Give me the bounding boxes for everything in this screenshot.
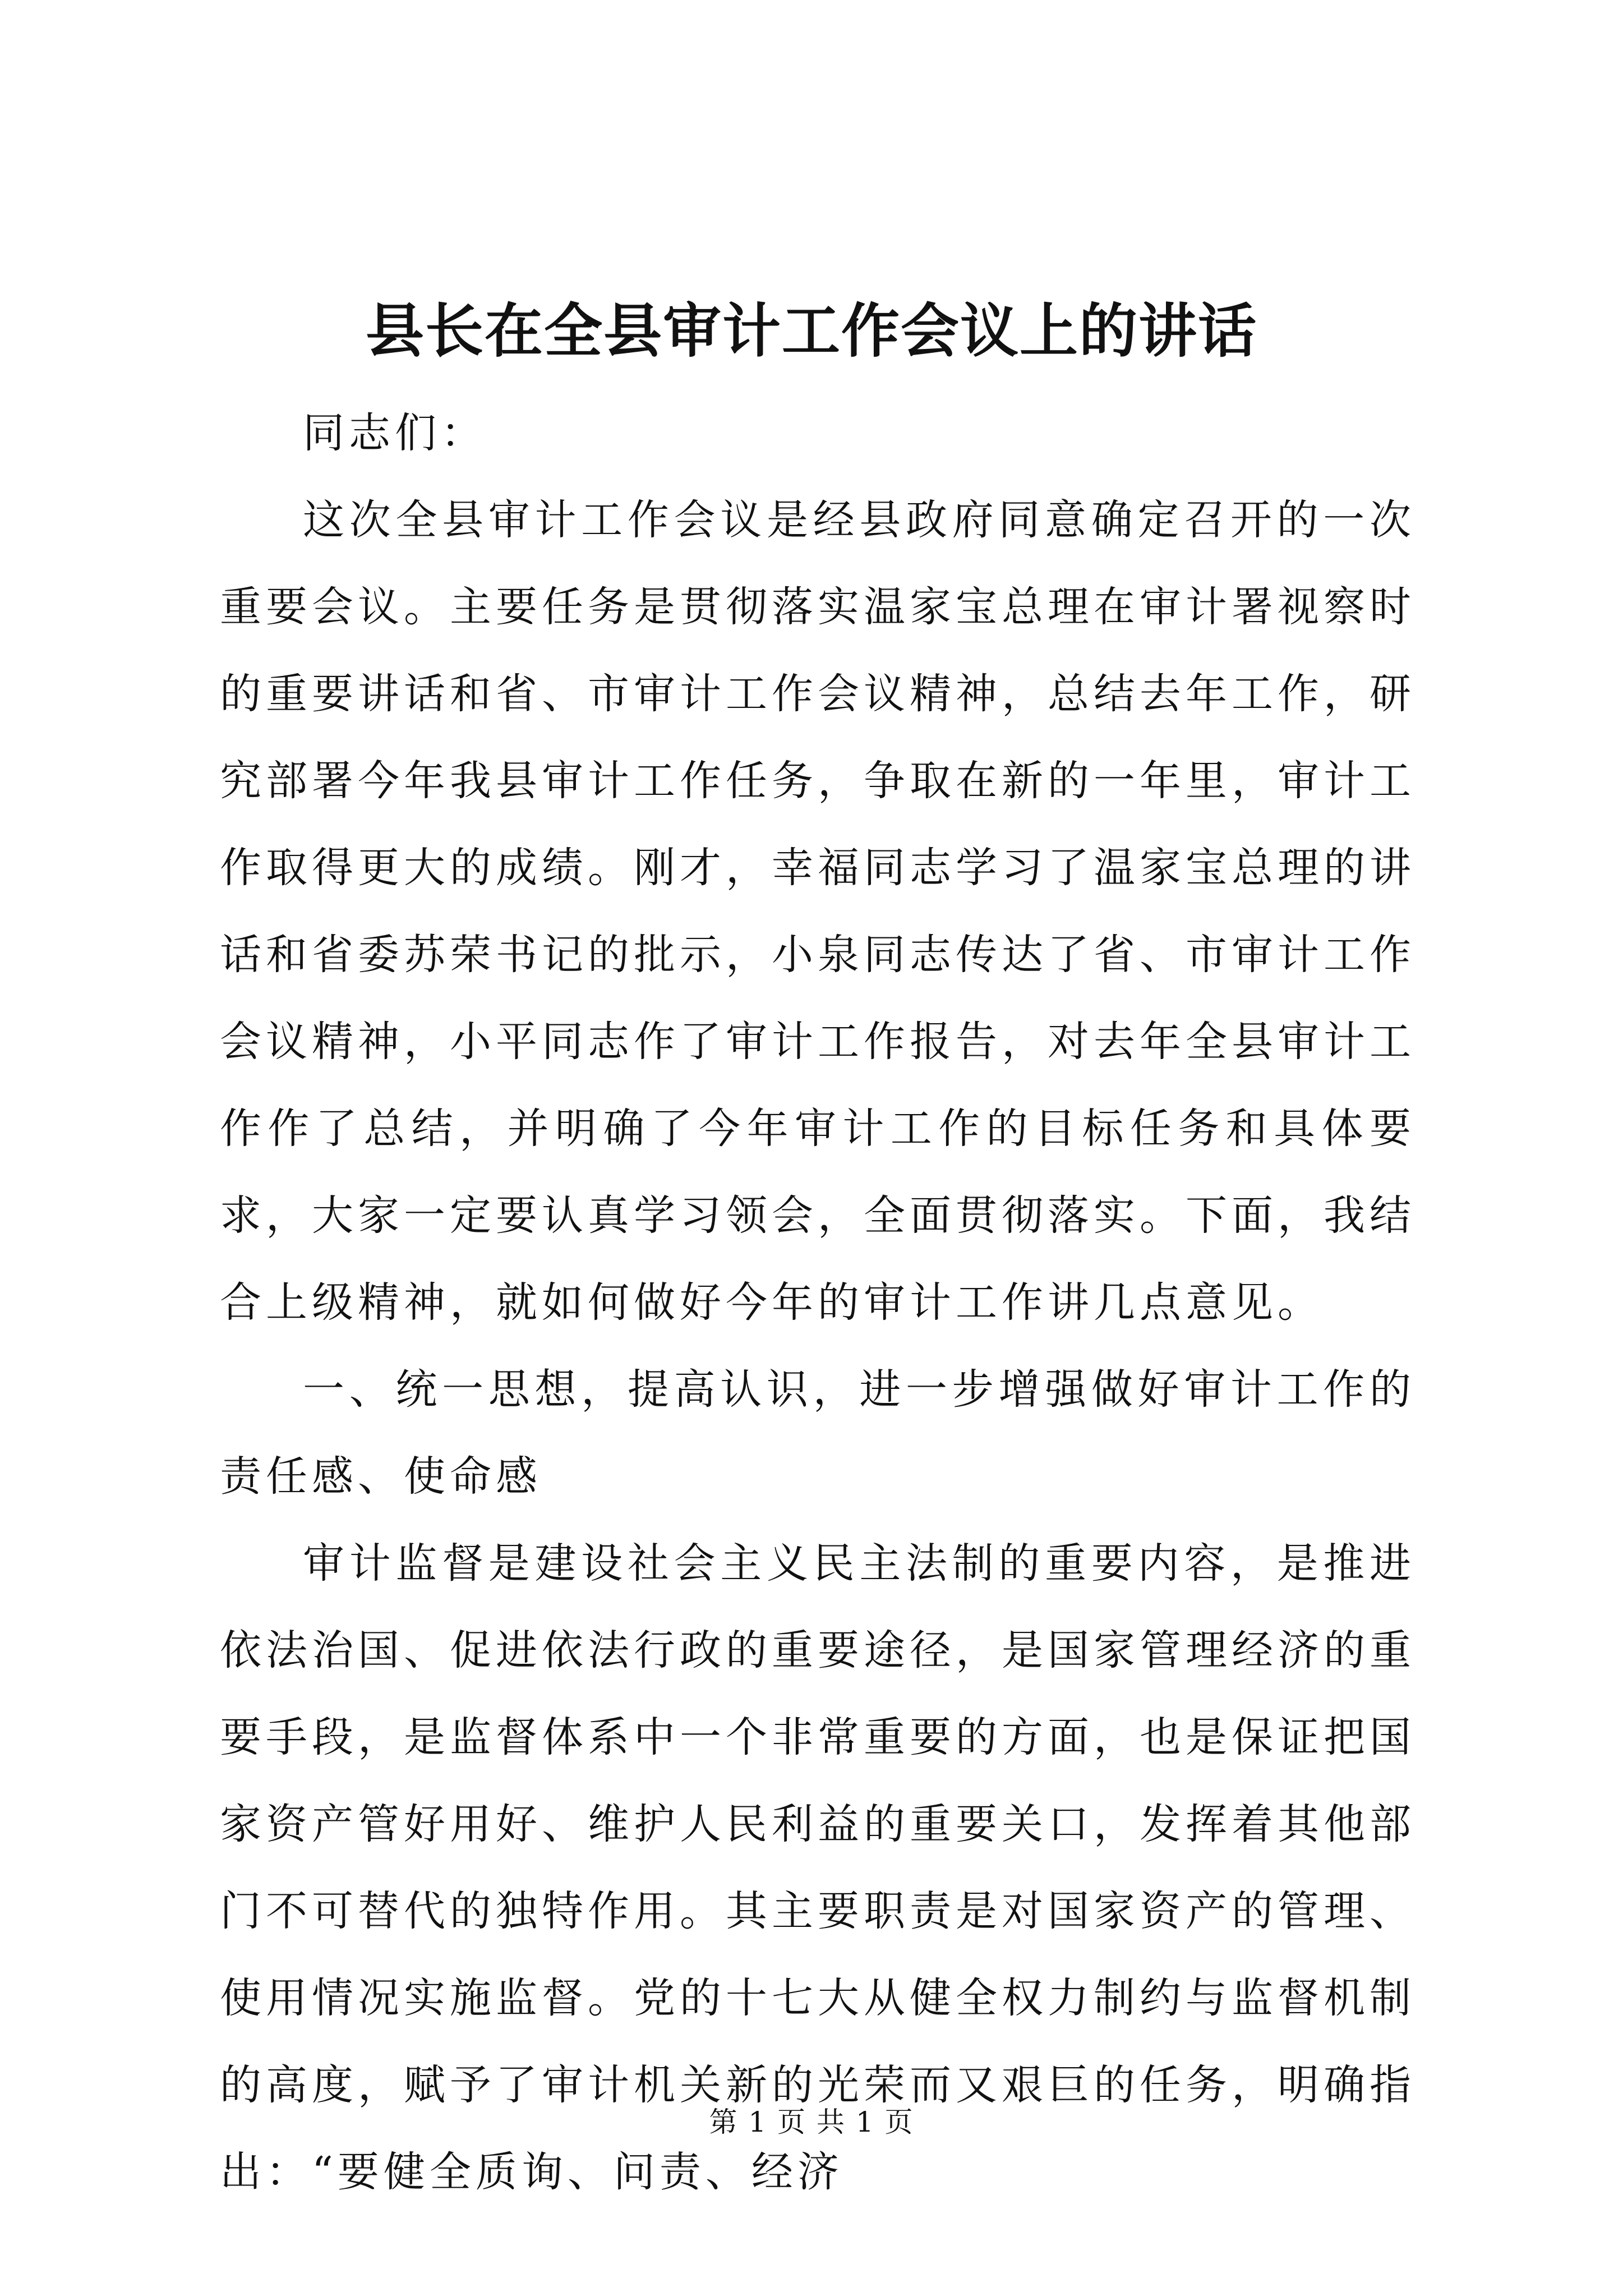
intro-paragraph: 这次全县审计工作会议是经县政府同意确定召开的一次重要会议。主要任务是贯彻落实温家宝总理在审计署视察时的重要讲话和省、市审计工作会议精神，总结去年工作，研究部署今年我县审计工作任务，争取在新的一年里，审计工作取得更大的成绩。刚才，幸福同志学习了温家宝总理的讲话和省委苏荣书记的批示，小泉同志传达了省、市审计工作会议精神，小平同志作了审计工作报告，对去年全县审计工作作了总结，并明确了今年审计工作的目标任务和具体要求，大家一定要认真学习领会，全面贯彻落实。下面，我结合上级精神，就如何做好今年的审计工作讲几点意见。 [220, 496, 1415, 1327]
document-body [220, 390, 1415, 2216]
page-footer: 第 1 页 共 1 页 [709, 2106, 914, 2138]
section-heading-paragraph: 一、统一思想，提高认识，进一步增强做好审计工作的责任感、使命感 [220, 1365, 1415, 1501]
audit-supervision-paragraph: 审计监督是建设社会主义民主法制的重要内容，是推进依法治国、促进依法行政的重要途径，是国家管理经济的重要手段，是监督体系中一个非常重要的方面，也是保证把国家资产管好用好、维护人民利益的重要关口，发挥着其他部门不可替代的独特作用。其主要职责是对国家资产的管理、使用情况实施监督。党的十七大从健全权力制约与监督机制的高度，赋予了审计机关新的光荣而又艰巨的任务，明确指出：“要健全质询、问责、经济 [220, 1539, 1415, 2196]
document-title: 县长在全县审计工作会议上的讲话 [365, 296, 1257, 365]
salutation-paragraph: 同志们： [303, 409, 487, 457]
